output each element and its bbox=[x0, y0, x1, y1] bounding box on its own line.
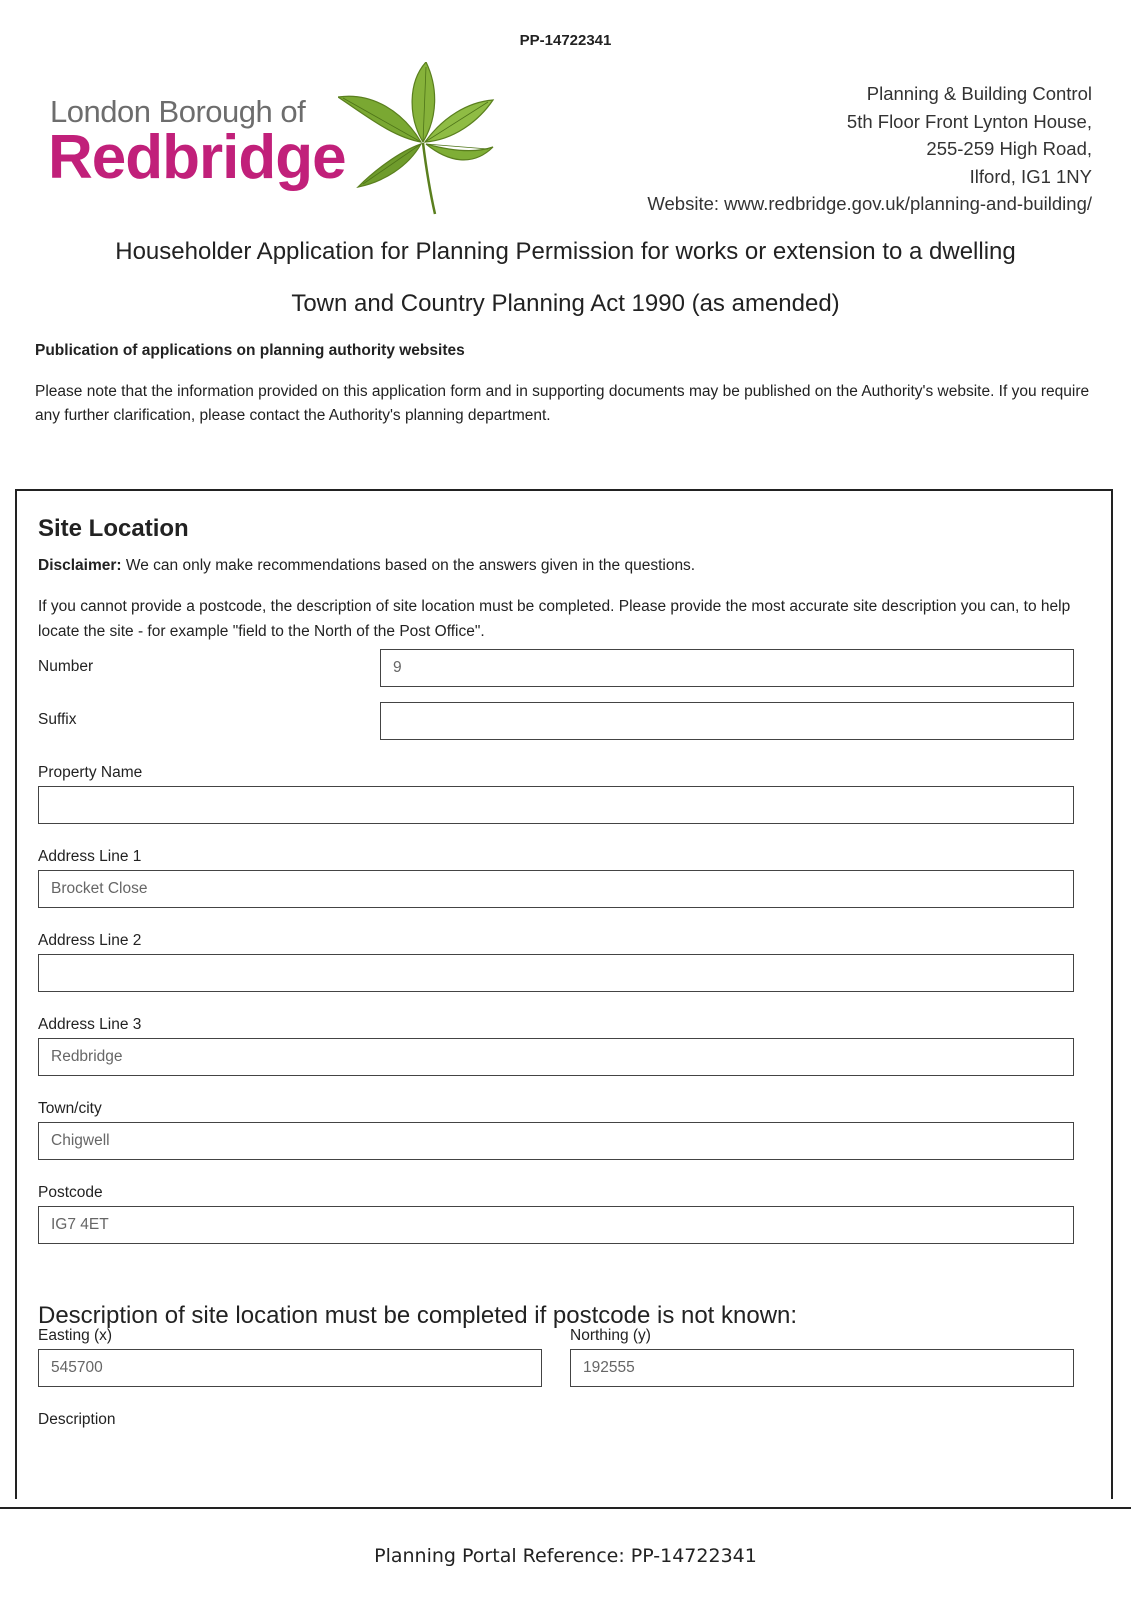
application-reference: PP-14722341 bbox=[519, 32, 612, 49]
disclaimer bbox=[38, 557, 695, 575]
site-location-section bbox=[15, 489, 1113, 1499]
postcode-field[interactable]: IG7 4ET bbox=[38, 1206, 1074, 1244]
form-subtitle: Town and Country Planning Act 1990 (as amended) bbox=[291, 290, 840, 317]
disclaimer-label: Disclaimer: bbox=[38, 557, 122, 574]
address-line-1-field[interactable]: Brocket Close bbox=[38, 870, 1074, 908]
council-address bbox=[647, 80, 1092, 218]
property-name-field[interactable] bbox=[38, 786, 1074, 824]
northing-field[interactable]: 192555 bbox=[570, 1349, 1074, 1387]
easting-field[interactable]: 545700 bbox=[38, 1349, 542, 1387]
logo-line-2: Redbridge bbox=[48, 123, 346, 192]
suffix-label: Suffix bbox=[38, 711, 77, 728]
easting-label: Easting (x) bbox=[38, 1327, 113, 1344]
address-line-2-label: Address Line 2 bbox=[38, 932, 142, 949]
chestnut-leaf-icon bbox=[338, 62, 508, 222]
publication-text: Please note that the information provided on this application form and in supporting documents may be published on the Authority's website. If you require any further clarification, please contact the Authority's planning department. bbox=[35, 383, 1090, 424]
description-heading: Description of site location must be completed if postcode is not known: bbox=[38, 1302, 798, 1329]
number-field[interactable]: 9 bbox=[380, 649, 1074, 687]
address-line: Ilford, IG1 1NY bbox=[969, 165, 1092, 187]
website-line: Website: www.redbridge.gov.uk/planning-and-building/ bbox=[647, 193, 1092, 214]
section-title: Site Location bbox=[38, 515, 189, 542]
site-location-intro: If you cannot provide a postcode, the description of site location must be completed. Please provide the most accurate site description you can, to help locate the site - for example "field to the North of the Post Office". bbox=[38, 598, 1071, 640]
town-city-field[interactable]: Chigwell bbox=[38, 1122, 1074, 1160]
address-line: Planning & Building Control bbox=[866, 83, 1092, 104]
redbridge-logo bbox=[50, 62, 510, 222]
northing-label: Northing (y) bbox=[570, 1327, 651, 1344]
footer-divider bbox=[0, 1507, 1131, 1509]
number-label: Number bbox=[38, 658, 94, 675]
address-line: 255-259 High Road, bbox=[926, 138, 1092, 159]
description-label: Description bbox=[38, 1411, 116, 1428]
address-line-1-label: Address Line 1 bbox=[38, 848, 142, 865]
postcode-label: Postcode bbox=[38, 1184, 103, 1201]
address-line-2-field[interactable] bbox=[38, 954, 1074, 992]
address-line-3-label: Address Line 3 bbox=[38, 1016, 142, 1033]
publication-heading: Publication of applications on planning authority websites bbox=[35, 342, 465, 359]
form-title: Householder Application for Planning Permission for works or extension to a dwelling bbox=[115, 238, 1016, 265]
address-line-3-field[interactable]: Redbridge bbox=[38, 1038, 1074, 1076]
property-name-label: Property Name bbox=[38, 764, 143, 781]
footer-reference: Planning Portal Reference: PP-14722341 bbox=[374, 1545, 757, 1567]
suffix-field[interactable] bbox=[380, 702, 1074, 740]
town-city-label: Town/city bbox=[38, 1100, 102, 1117]
logo-line-1: London Borough of bbox=[50, 94, 306, 129]
address-line: 5th Floor Front Lynton House, bbox=[846, 110, 1092, 132]
disclaimer-text: We can only make recommendations based on the answers given in the questions. bbox=[121, 557, 696, 574]
